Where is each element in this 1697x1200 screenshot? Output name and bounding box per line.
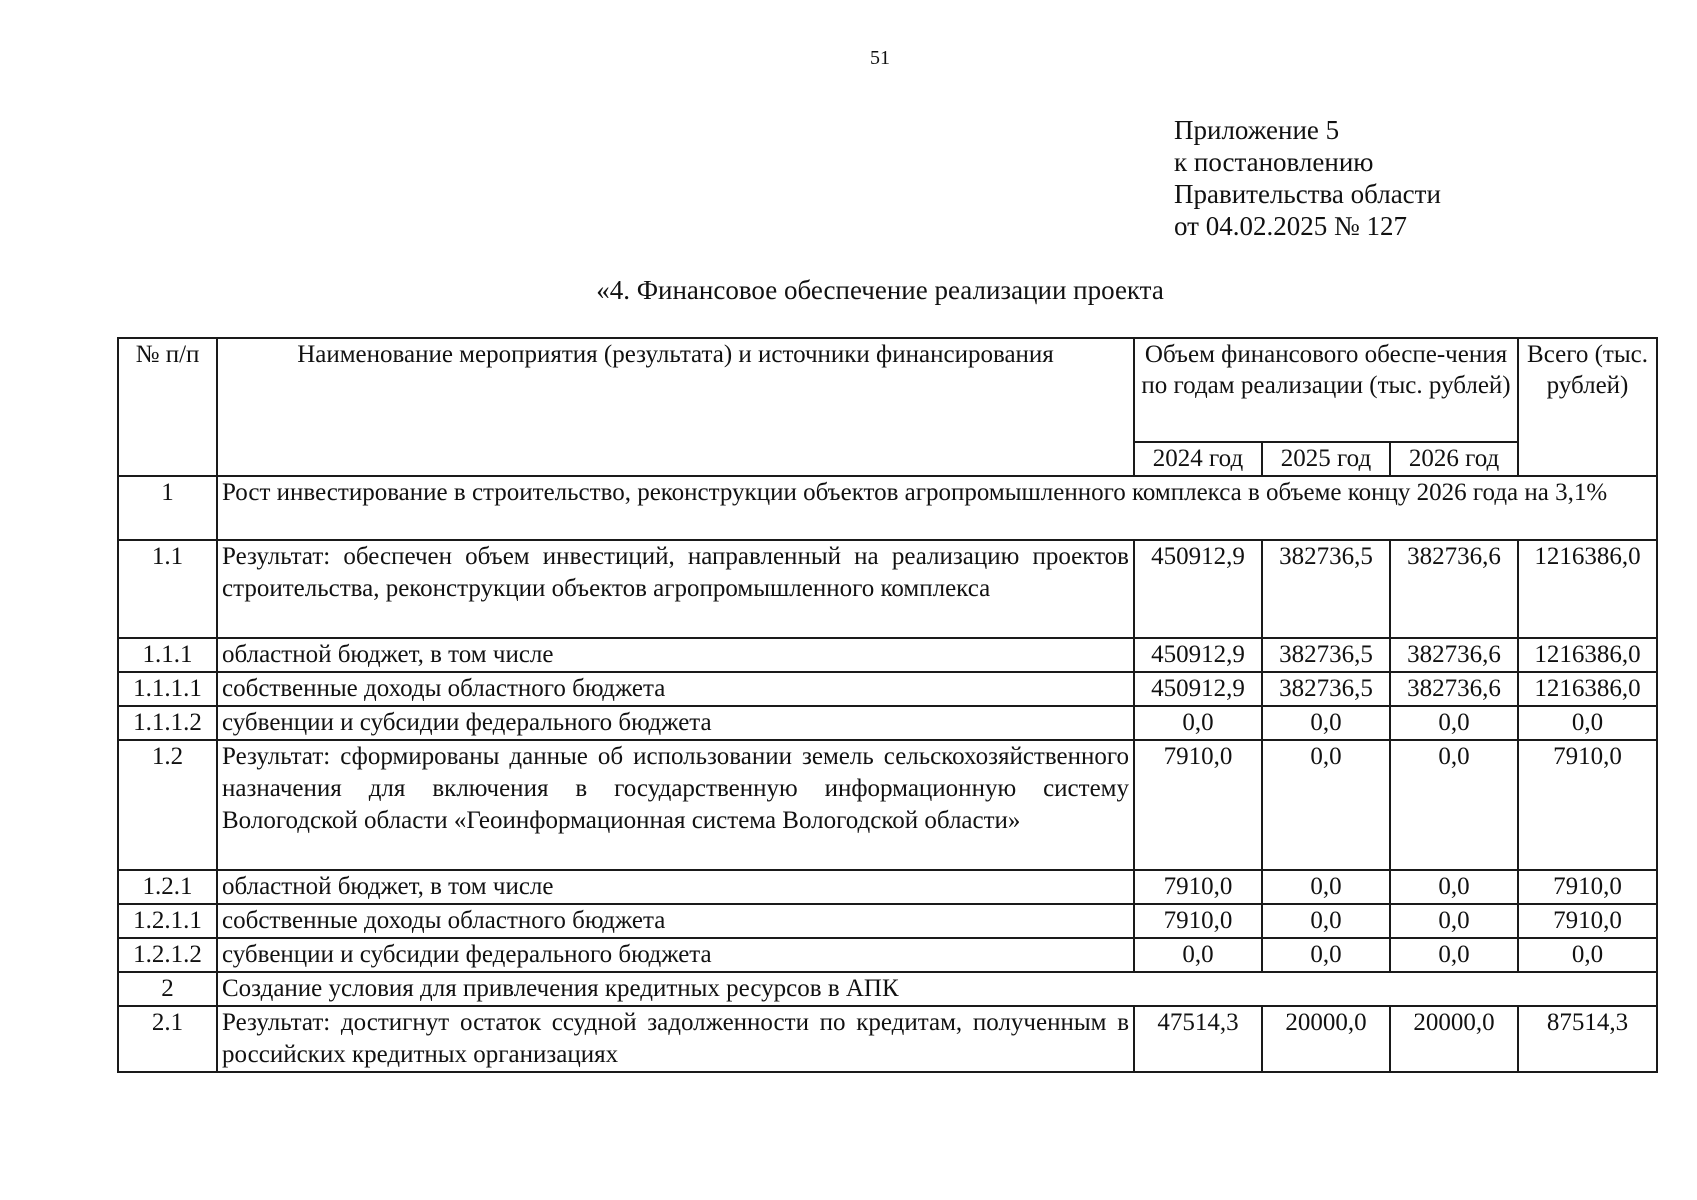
row-value-2024: 450912,9 (1134, 638, 1262, 672)
row-value-2025: 0,0 (1262, 870, 1390, 904)
row-value-2025: 382736,5 (1262, 672, 1390, 706)
row-value-total: 0,0 (1518, 938, 1657, 972)
page-number: 51 (870, 47, 890, 69)
header-year-2025: 2025 год (1262, 442, 1390, 476)
row-name: субвенции и субсидии федерального бюджета (217, 938, 1134, 972)
row-value-2024: 7910,0 (1134, 740, 1262, 870)
row-value-total: 1216386,0 (1518, 540, 1657, 638)
row-num: 2 (118, 972, 217, 1006)
row-num: 2.1 (118, 1006, 217, 1072)
row-num: 1.2.1.2 (118, 938, 217, 972)
table-row (118, 938, 1657, 972)
row-num: 1 (118, 476, 217, 540)
row-value-2026: 0,0 (1390, 904, 1518, 938)
table-row (118, 638, 1657, 672)
table-row (118, 740, 1657, 870)
row-value-2026: 0,0 (1390, 870, 1518, 904)
row-name: собственные доходы областного бюджета (217, 672, 1134, 706)
row-value-2024: 7910,0 (1134, 870, 1262, 904)
row-value-2026: 0,0 (1390, 706, 1518, 740)
row-name: субвенции и субсидии федерального бюджета (217, 706, 1134, 740)
row-value-2026: 0,0 (1390, 740, 1518, 870)
row-value-2024: 7910,0 (1134, 904, 1262, 938)
row-name: областной бюджет, в том числе (217, 870, 1134, 904)
header-num: № п/п (118, 338, 217, 476)
header-total: Всего (тыс. рублей) (1518, 338, 1657, 476)
section-title: «4. Финансовое обеспечение реализации проекта (596, 275, 1164, 305)
row-num: 1.1 (118, 540, 217, 638)
row-value-total: 1216386,0 (1518, 638, 1657, 672)
row-value-2025: 382736,5 (1262, 638, 1390, 672)
row-value-2024: 0,0 (1134, 706, 1262, 740)
table-row (118, 540, 1657, 638)
row-value-total: 0,0 (1518, 706, 1657, 740)
row-num: 1.2 (118, 740, 217, 870)
row-value-2025: 0,0 (1262, 938, 1390, 972)
table-row (118, 904, 1657, 938)
row-value-total: 87514,3 (1518, 1006, 1657, 1072)
row-value-2026: 382736,6 (1390, 540, 1518, 638)
row-num: 1.2.1 (118, 870, 217, 904)
row-value-2026: 382736,6 (1390, 672, 1518, 706)
row-value-total: 7910,0 (1518, 740, 1657, 870)
appendix-line-1: Приложение 5 (1174, 115, 1340, 145)
table-row (118, 476, 1657, 540)
row-value-2026: 382736,6 (1390, 638, 1518, 672)
row-value-total: 1216386,0 (1518, 672, 1657, 706)
row-value-2025: 382736,5 (1262, 540, 1390, 638)
row-num: 1.1.1.1 (118, 672, 217, 706)
row-value-2025: 20000,0 (1262, 1006, 1390, 1072)
row-name: областной бюджет, в том числе (217, 638, 1134, 672)
row-value-total: 7910,0 (1518, 870, 1657, 904)
row-name: собственные доходы областного бюджета (217, 904, 1134, 938)
financing-table (117, 337, 1658, 1073)
row-name: Создание условия для привлечения кредитных ресурсов в АПК (217, 972, 1657, 1006)
row-value-2026: 0,0 (1390, 938, 1518, 972)
row-name: Рост инвестирование в строительство, реконструкции объектов агропромышленного комплекса в объеме концу 2026 года на 3,1% (217, 476, 1657, 540)
row-value-total: 7910,0 (1518, 904, 1657, 938)
row-num: 1.1.1.2 (118, 706, 217, 740)
table-row (118, 972, 1657, 1006)
header-year-2024: 2024 год (1134, 442, 1262, 476)
header-name: Наименование мероприятия (результата) и источники финансирования (217, 338, 1134, 476)
table-row (118, 706, 1657, 740)
row-value-2025: 0,0 (1262, 706, 1390, 740)
appendix-line-2: к постановлению (1174, 147, 1374, 177)
row-name: Результат: достигнут остаток ссудной задолженности по кредитам, полученным в российских кредитных организациях (217, 1006, 1134, 1072)
table-row (118, 672, 1657, 706)
row-value-2024: 450912,9 (1134, 672, 1262, 706)
header-volume: Объем финансового обеспе-чения по годам реализации (тыс. рублей) (1134, 338, 1518, 442)
appendix-line-3: Правительства области (1174, 179, 1441, 209)
row-value-2024: 47514,3 (1134, 1006, 1262, 1072)
row-value-2024: 450912,9 (1134, 540, 1262, 638)
row-value-2025: 0,0 (1262, 740, 1390, 870)
table-row (118, 870, 1657, 904)
row-value-2026: 20000,0 (1390, 1006, 1518, 1072)
row-name: Результат: сформированы данные об использовании земель сельскохозяйственного назначения для включения в государственную информационную систему Вологодской области «Геоинформационная система Вологодской области» (217, 740, 1134, 870)
appendix-block (1174, 114, 1441, 242)
header-row (118, 338, 1657, 442)
row-num: 1.1.1 (118, 638, 217, 672)
header-year-2026: 2026 год (1390, 442, 1518, 476)
row-name: Результат: обеспечен объем инвестиций, направленный на реализацию проектов строительства, реконструкции объектов агропромышленного комплекса (217, 540, 1134, 638)
appendix-line-4: от 04.02.2025 № 127 (1174, 211, 1407, 241)
table-row (118, 1006, 1657, 1072)
row-value-2024: 0,0 (1134, 938, 1262, 972)
row-num: 1.2.1.1 (118, 904, 217, 938)
row-value-2025: 0,0 (1262, 904, 1390, 938)
